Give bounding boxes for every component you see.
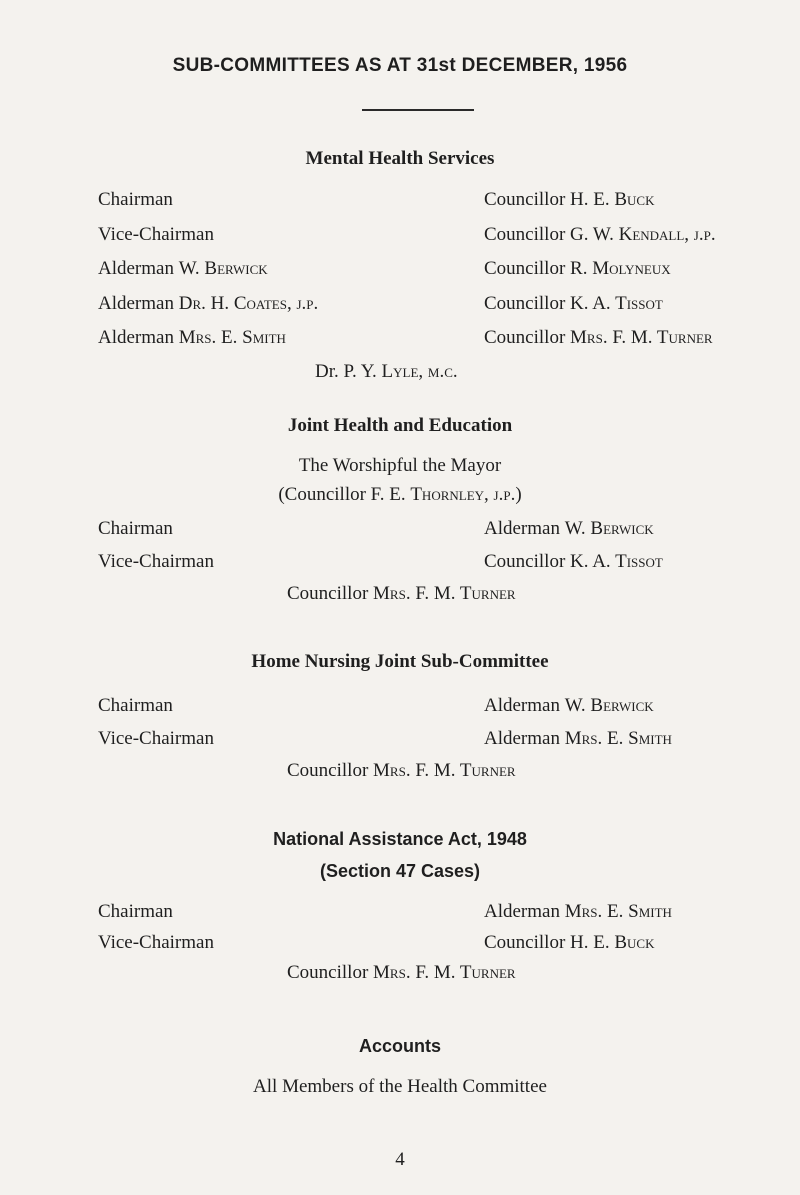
- accounts-text: All Members of the Health Committee: [253, 1076, 547, 1097]
- na-chairman: Alderman Mrs. E. Smith: [484, 901, 672, 922]
- mh-member: Alderman W. Berwick: [98, 258, 268, 279]
- title-rule: [362, 109, 474, 111]
- mh-member: Councillor Mrs. F. M. Turner: [484, 327, 713, 348]
- mh-vice-chairman-label: Vice-Chairman: [98, 224, 214, 245]
- jh-chairman: Alderman W. Berwick: [484, 518, 654, 539]
- page-title: SUB-COMMITTEES AS AT 31st DECEMBER, 1956: [172, 55, 628, 76]
- jh-mayor-line: The Worshipful the Mayor: [298, 455, 502, 476]
- jh-chairman-label: Chairman: [98, 518, 173, 539]
- page-number: 4: [395, 1149, 405, 1170]
- section-heading-home-nursing: Home Nursing Joint Sub-Committee: [251, 651, 549, 672]
- na-chairman-label: Chairman: [98, 901, 173, 922]
- mh-member: Councillor H. E. Buck: [484, 189, 655, 210]
- mh-member: Alderman Dr. H. Coates, j.p.: [98, 293, 319, 314]
- jh-mayor-name: (Councillor F. E. Thornley, j.p.): [278, 484, 522, 505]
- hn-vice-chairman: Alderman Mrs. E. Smith: [484, 728, 672, 749]
- na-vice-chairman-label: Vice-Chairman: [98, 932, 214, 953]
- jh-vice-chairman-label: Vice-Chairman: [98, 551, 214, 572]
- section-heading-national-assistance: National Assistance Act, 1948: [273, 829, 527, 849]
- na-member: Councillor Mrs. F. M. Turner: [287, 962, 516, 983]
- section-heading-mental-health: Mental Health Services: [305, 148, 495, 169]
- mh-member: Councillor G. W. Kendall, j.p.: [484, 224, 716, 245]
- jh-vice-chairman: Councillor K. A. Tissot: [484, 551, 663, 572]
- hn-chairman-label: Chairman: [98, 695, 173, 716]
- section-heading-joint-health: Joint Health and Education: [287, 415, 513, 436]
- na-vice-chairman: Councillor H. E. Buck: [484, 932, 655, 953]
- hn-member: Councillor Mrs. F. M. Turner: [287, 760, 516, 781]
- mh-chairman-label: Chairman: [98, 189, 173, 210]
- section-subheading-national-assistance: (Section 47 Cases): [319, 861, 481, 881]
- jh-member: Councillor Mrs. F. M. Turner: [287, 583, 516, 604]
- mh-member: Councillor K. A. Tissot: [484, 293, 663, 314]
- mh-member: Dr. P. Y. Lyle, m.c.: [315, 361, 458, 382]
- mh-member: Alderman Mrs. E. Smith: [98, 327, 286, 348]
- mh-member: Councillor R. Molyneux: [484, 258, 671, 279]
- section-heading-accounts: Accounts: [358, 1036, 441, 1056]
- hn-vice-chairman-label: Vice-Chairman: [98, 728, 214, 749]
- hn-chairman: Alderman W. Berwick: [484, 695, 654, 716]
